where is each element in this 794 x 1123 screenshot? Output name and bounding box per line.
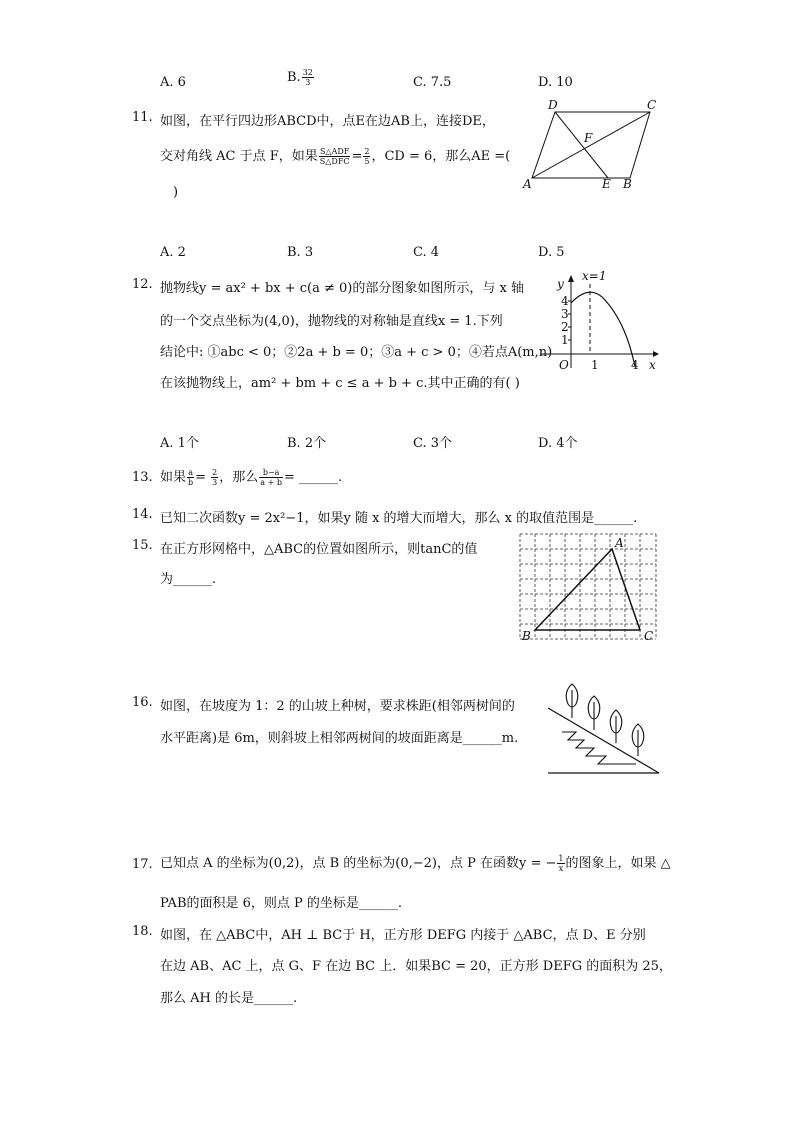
- fraction-numerator: a: [188, 468, 193, 477]
- steps: [562, 732, 636, 764]
- q11-option-d: D. 5: [538, 245, 565, 260]
- tree-1: [566, 684, 578, 718]
- q11-line2-text: 交对角线 AC 于点 F，如果: [160, 149, 318, 164]
- q12-option-b: B. 2个: [287, 436, 327, 451]
- q14-text: 已知二次函数y = 2x²−1，如果y 随 x 的增大而增大，那么 x 的取值范围是______.: [160, 511, 638, 526]
- q18-line2: 在边 AB、AC 上，点 G、F 在边 BC 上．如果BC = 20，正方形 DEFG 的面积为 25，: [160, 959, 672, 974]
- q16-number: 16.: [132, 695, 153, 710]
- q15-grid-triangle-figure: [518, 532, 658, 647]
- q13-connector: ，那么: [219, 470, 259, 485]
- q12-option-d: D. 4个: [538, 436, 578, 451]
- q13-fraction-a-b: [187, 468, 194, 487]
- q17-number: 17.: [132, 857, 153, 872]
- q16-line1: 如图，在坡度为 1：2 的山坡上种树，要求株距(相邻两树间的: [160, 699, 515, 714]
- q17-line1: [160, 852, 671, 873]
- q13-line: [160, 466, 342, 487]
- q16-line2: 水平距离)是 6m，则斜坡上相邻两树间的坡面距离是______m.: [160, 731, 519, 746]
- q10-option-a: A. 6: [160, 75, 186, 90]
- triangle-abc: [535, 549, 640, 630]
- fraction-numerator: 2: [364, 147, 370, 156]
- tree-4: [632, 724, 644, 756]
- q11-line2: [160, 145, 510, 166]
- q12-line3: 结论中: ①abc < 0；②2a + b = 0；③a + c > 0；④若点A(m,n): [160, 345, 553, 360]
- ytick-3: 3: [561, 307, 569, 321]
- ytick-4: 4: [561, 294, 569, 308]
- label-b: B: [522, 629, 531, 643]
- label-d: D: [548, 98, 558, 112]
- q15-line2: 为______.: [160, 572, 217, 587]
- q16-slope-trees-figure: [546, 680, 666, 780]
- tree-2: [588, 696, 600, 730]
- q11-option-c: C. 4: [413, 245, 440, 260]
- q12-line2: 的一个交点坐标为(4,0)，抛物线的对称轴是直线x = 1.下列: [160, 314, 503, 329]
- q15-line1: 在正方形网格中，△ABC的位置如图所示，则tanC的值: [160, 542, 478, 557]
- label-symmetry-axis: x=1: [582, 269, 607, 283]
- fraction-numerator: 2: [212, 468, 218, 477]
- fraction-denominator: a + b: [260, 478, 282, 487]
- q17-line1-text: 已知点 A 的坐标为(0,2)，点 B 的坐标为(0,−2)，点 P 在函数y = −: [160, 856, 557, 871]
- label-c: C: [647, 98, 657, 112]
- fraction-numerator: b−a: [259, 468, 283, 478]
- tree-3: [610, 710, 622, 743]
- y-axis-arrow: [568, 275, 574, 282]
- q18-line1: 如图，在 △ABC中，AH ⊥ BC于 H，正方形 DEFG 内接于 △ABC，点 D、E 分别: [160, 928, 646, 943]
- q14-number: 14.: [132, 507, 153, 522]
- label-x: x: [649, 358, 656, 372]
- ytick-2: 2: [561, 320, 569, 334]
- q17-fraction: [557, 854, 564, 873]
- q10-option-d: D. 10: [538, 75, 573, 90]
- q18-line3: 那么 AH 的长是______.: [160, 991, 298, 1006]
- q12-parabola-figure: [535, 268, 665, 378]
- fraction-numerator: S△ADF: [319, 147, 350, 156]
- fraction-denominator: b: [188, 478, 194, 487]
- label-b: B: [623, 177, 632, 191]
- q11-equals: =: [351, 149, 363, 164]
- q11-option-a: A. 2: [160, 245, 186, 260]
- q13-blank: = ______.: [283, 470, 343, 485]
- q12-option-a: A. 1个: [160, 436, 199, 451]
- q18-number: 18.: [132, 924, 153, 939]
- q12-option-c: C. 3个: [413, 436, 453, 451]
- fraction-numerator: 1: [558, 854, 564, 863]
- label-e: E: [602, 177, 611, 191]
- parabola-curve: [571, 292, 635, 366]
- q11-area-ratio: [319, 147, 351, 166]
- label-origin: O: [559, 358, 569, 372]
- q11-line3: ): [173, 185, 179, 200]
- ytick-1: 1: [561, 333, 569, 347]
- label-c: C: [644, 629, 654, 643]
- q13-fraction-2-3: [211, 468, 218, 487]
- fraction-denominator: 3: [305, 78, 311, 87]
- q17-line1-tail: 的图象上，如果 △: [565, 856, 671, 871]
- q15-number: 15.: [132, 538, 153, 553]
- fraction-denominator: x: [558, 864, 564, 873]
- q10-option-c: C. 7.5: [413, 75, 452, 90]
- q12-line1: 抛物线y = ax² + bx + c(a ≠ 0)的部分图象如图所示，与 x 轴: [160, 281, 524, 296]
- q12-number: 12.: [132, 277, 153, 292]
- xtick-1: 1: [591, 358, 599, 372]
- label-a: A: [523, 177, 532, 191]
- q11-ratio-value: [363, 147, 370, 166]
- fraction-denominator: 5: [364, 157, 370, 166]
- label-f: F: [584, 131, 593, 145]
- fraction-denominator: S△DFC: [319, 157, 350, 166]
- label-a: A: [615, 536, 624, 550]
- fraction-numerator: 32: [302, 68, 313, 77]
- segment-de: [555, 112, 608, 178]
- q13-fraction-expression: [259, 468, 283, 487]
- q10-option-b-fraction: [302, 68, 314, 87]
- q11-parallelogram-figure: [520, 100, 660, 190]
- q10-option-b: [287, 68, 315, 87]
- q13-number: 13.: [132, 470, 153, 485]
- label-y: y: [557, 277, 564, 291]
- q10-option-b-label: B.: [287, 70, 301, 85]
- q11-line2-tail: ，CD = 6，那么AE =(: [371, 149, 511, 164]
- xtick-4: 4: [631, 358, 639, 372]
- q11-line1: 如图，在平行四边形ABCD中，点E在边AB上，连接DE，: [160, 114, 495, 129]
- q11-option-b: B. 3: [287, 245, 314, 260]
- q12-line4: 在该抛物线上，am² + bm + c ≤ a + b + c.其中正确的有( ): [160, 376, 520, 391]
- diagonal-ac: [532, 112, 650, 178]
- fraction-denominator: 3: [212, 478, 218, 487]
- x-axis-arrow: [653, 351, 659, 357]
- q13-equals: =: [195, 470, 211, 485]
- slope-line: [548, 708, 659, 773]
- q11-number: 11.: [132, 110, 153, 125]
- q17-line2: PAB的面积是 6，则点 P 的坐标是______.: [160, 896, 403, 911]
- q13-prefix: 如果: [160, 470, 187, 485]
